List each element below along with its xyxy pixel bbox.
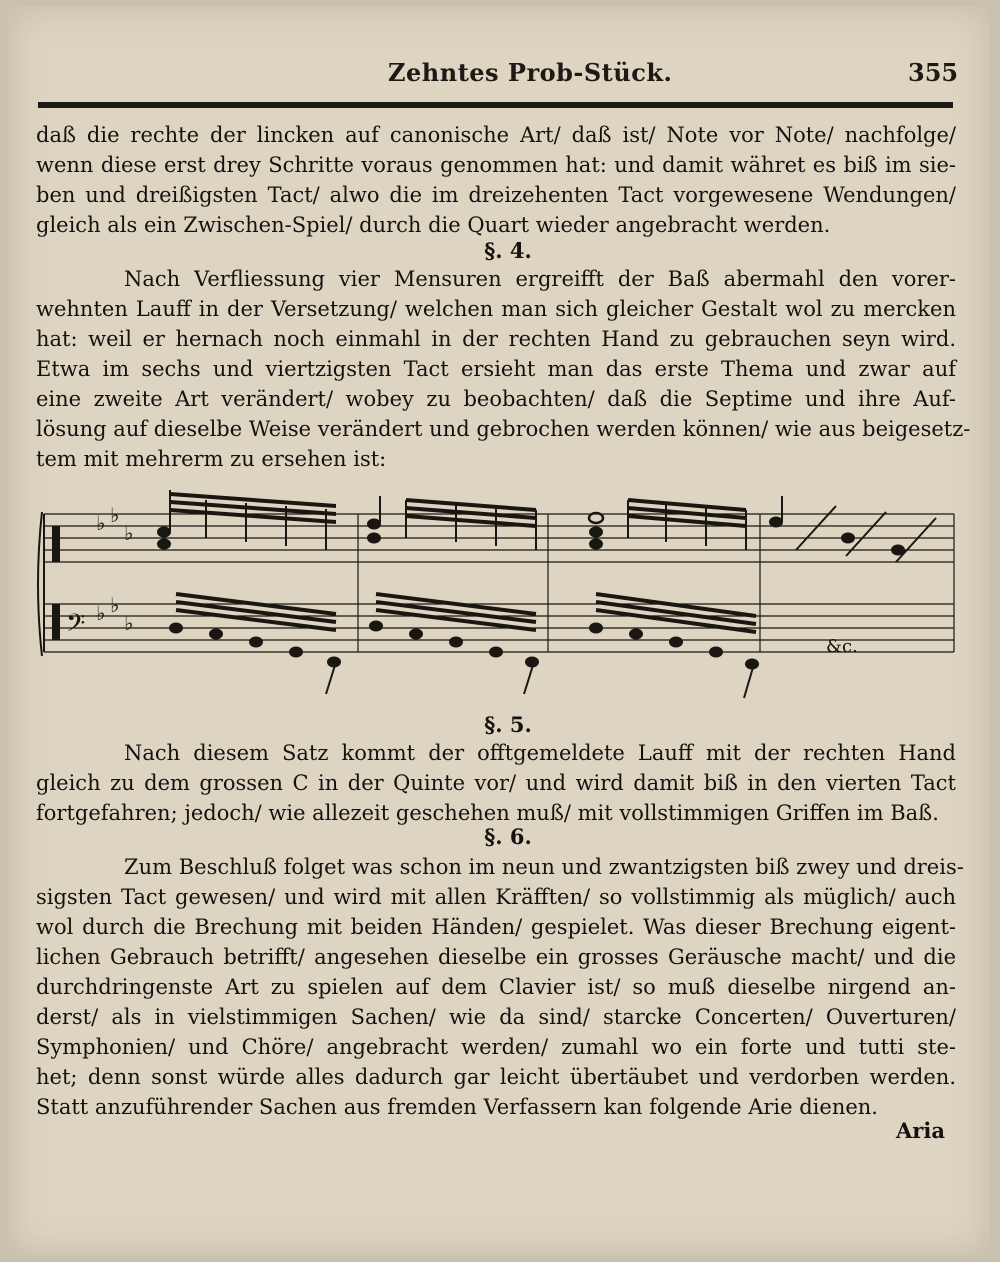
music-example bbox=[36, 466, 961, 721]
paragraph-section-5 bbox=[36, 738, 956, 828]
text-line: wol durch die Brechung mit beiden Händen/ gespielet. Was dieser Brechung eigent- bbox=[36, 915, 956, 939]
svg-text:♭: ♭ bbox=[124, 611, 134, 635]
text-line: gleich als ein Zwischen-Spiel/ durch die Quart wieder angebracht werden. bbox=[36, 213, 831, 237]
book-page bbox=[8, 6, 990, 1256]
music-etc-label: &c. bbox=[826, 636, 858, 657]
text-line: fortgefahren; jedoch/ wie allezeit geschehen muß/ mit vollstimmigen Griffen im Baß. bbox=[36, 801, 939, 825]
treble-group-1 bbox=[158, 490, 336, 550]
svg-text:♭: ♭ bbox=[96, 601, 106, 625]
paragraph-intro bbox=[36, 120, 956, 240]
svg-text:♭: ♭ bbox=[96, 511, 106, 535]
text-line: sigsten Tact gewesen/ und wird mit allen Kräfften/ so vollstimmig als müglich/ auch bbox=[36, 885, 956, 909]
text-line: Etwa im sechs und viertzigsten Tact ersieht man das erste Thema und zwar auf bbox=[36, 357, 956, 381]
page-number: 355 bbox=[908, 58, 959, 87]
text-line: gleich zu dem grossen C in der Quinte vor/ und wird damit biß in den vierten Tact bbox=[36, 771, 956, 795]
text-line: Zum Beschluß folget was schon im neun und zwantzigsten biß zwey und dreis- bbox=[124, 855, 964, 879]
treble-group-3 bbox=[589, 500, 746, 550]
section-heading-4: §. 4. bbox=[484, 238, 532, 263]
text-line: tem mit mehrerm zu ersehen ist: bbox=[36, 447, 387, 471]
svg-text:♭: ♭ bbox=[124, 521, 134, 545]
text-line: Nach Verfliessung vier Mensuren ergreifft der Baß abermahl den vorer- bbox=[124, 267, 956, 291]
svg-text:𝄢: 𝄢 bbox=[66, 609, 86, 644]
section-heading-5: §. 5. bbox=[484, 712, 532, 737]
paragraph-section-4 bbox=[36, 264, 971, 474]
text-line: derst/ als in vielstimmigen Sachen/ wie da sind/ starcke Concerten/ Ouverturen/ bbox=[36, 1005, 956, 1029]
running-head: Zehntes Prob-Stück. bbox=[388, 58, 673, 87]
svg-text:♭: ♭ bbox=[110, 593, 120, 617]
text-line: daß die rechte der lincken auf canonische Art/ daß ist/ Note vor Note/ nachfolge/ bbox=[36, 123, 956, 147]
bass-group-2 bbox=[370, 594, 538, 694]
text-line: lösung auf dieselbe Weise verändert und gebrochen werden können/ wie aus beigesetz- bbox=[36, 417, 971, 441]
text-line: wehnten Lauff in der Versetzung/ welchen man sich gleicher Gestalt wol zu mercken bbox=[36, 297, 956, 321]
text-line: Symphonien/ und Chöre/ angebracht werden/ zumahl wo ein forte und tutti ste- bbox=[36, 1035, 956, 1059]
text-line: eine zweite Art verändert/ wobey zu beobachten/ daß die Septime und ihre Auf- bbox=[36, 387, 956, 411]
bass-group-3 bbox=[590, 594, 758, 698]
text-line: hat: weil er hernach noch einmahl in der rechten Hand zu gebrauchen seyn wird. bbox=[36, 327, 956, 351]
treble-group-4 bbox=[770, 496, 936, 562]
text-line: het; denn sonst würde alles dadurch gar leicht übertäubet und verdorben werden. bbox=[36, 1065, 956, 1089]
text-line: Statt anzuführender Sachen aus fremden Verfassern kan folgende Arie dienen. bbox=[36, 1095, 878, 1119]
svg-text:♭: ♭ bbox=[110, 503, 120, 527]
header-rule bbox=[38, 102, 953, 108]
section-heading-6: §. 6. bbox=[484, 824, 532, 849]
treble-group-2 bbox=[368, 496, 536, 550]
paragraph-section-6 bbox=[36, 852, 964, 1122]
catchword: Aria bbox=[896, 1118, 945, 1143]
text-line: lichen Gebrauch betrifft/ angesehen dieselbe ein grosses Geräusche macht/ und die bbox=[36, 945, 956, 969]
text-line: durchdringenste Art zu spielen auf dem Clavier ist/ so muß dieselbe nirgend an- bbox=[36, 975, 956, 999]
text-line: ben und dreißigsten Tact/ alwo die im dreizehenten Tact vorgewesene Wendungen/ bbox=[36, 183, 956, 207]
text-line: Nach diesem Satz kommt der offtgemeldete Lauff mit der rechten Hand bbox=[124, 741, 956, 765]
bass-group-1 bbox=[170, 594, 340, 694]
text-line: wenn diese erst drey Schritte voraus genommen hat: und damit währet es biß im sie- bbox=[36, 153, 956, 177]
